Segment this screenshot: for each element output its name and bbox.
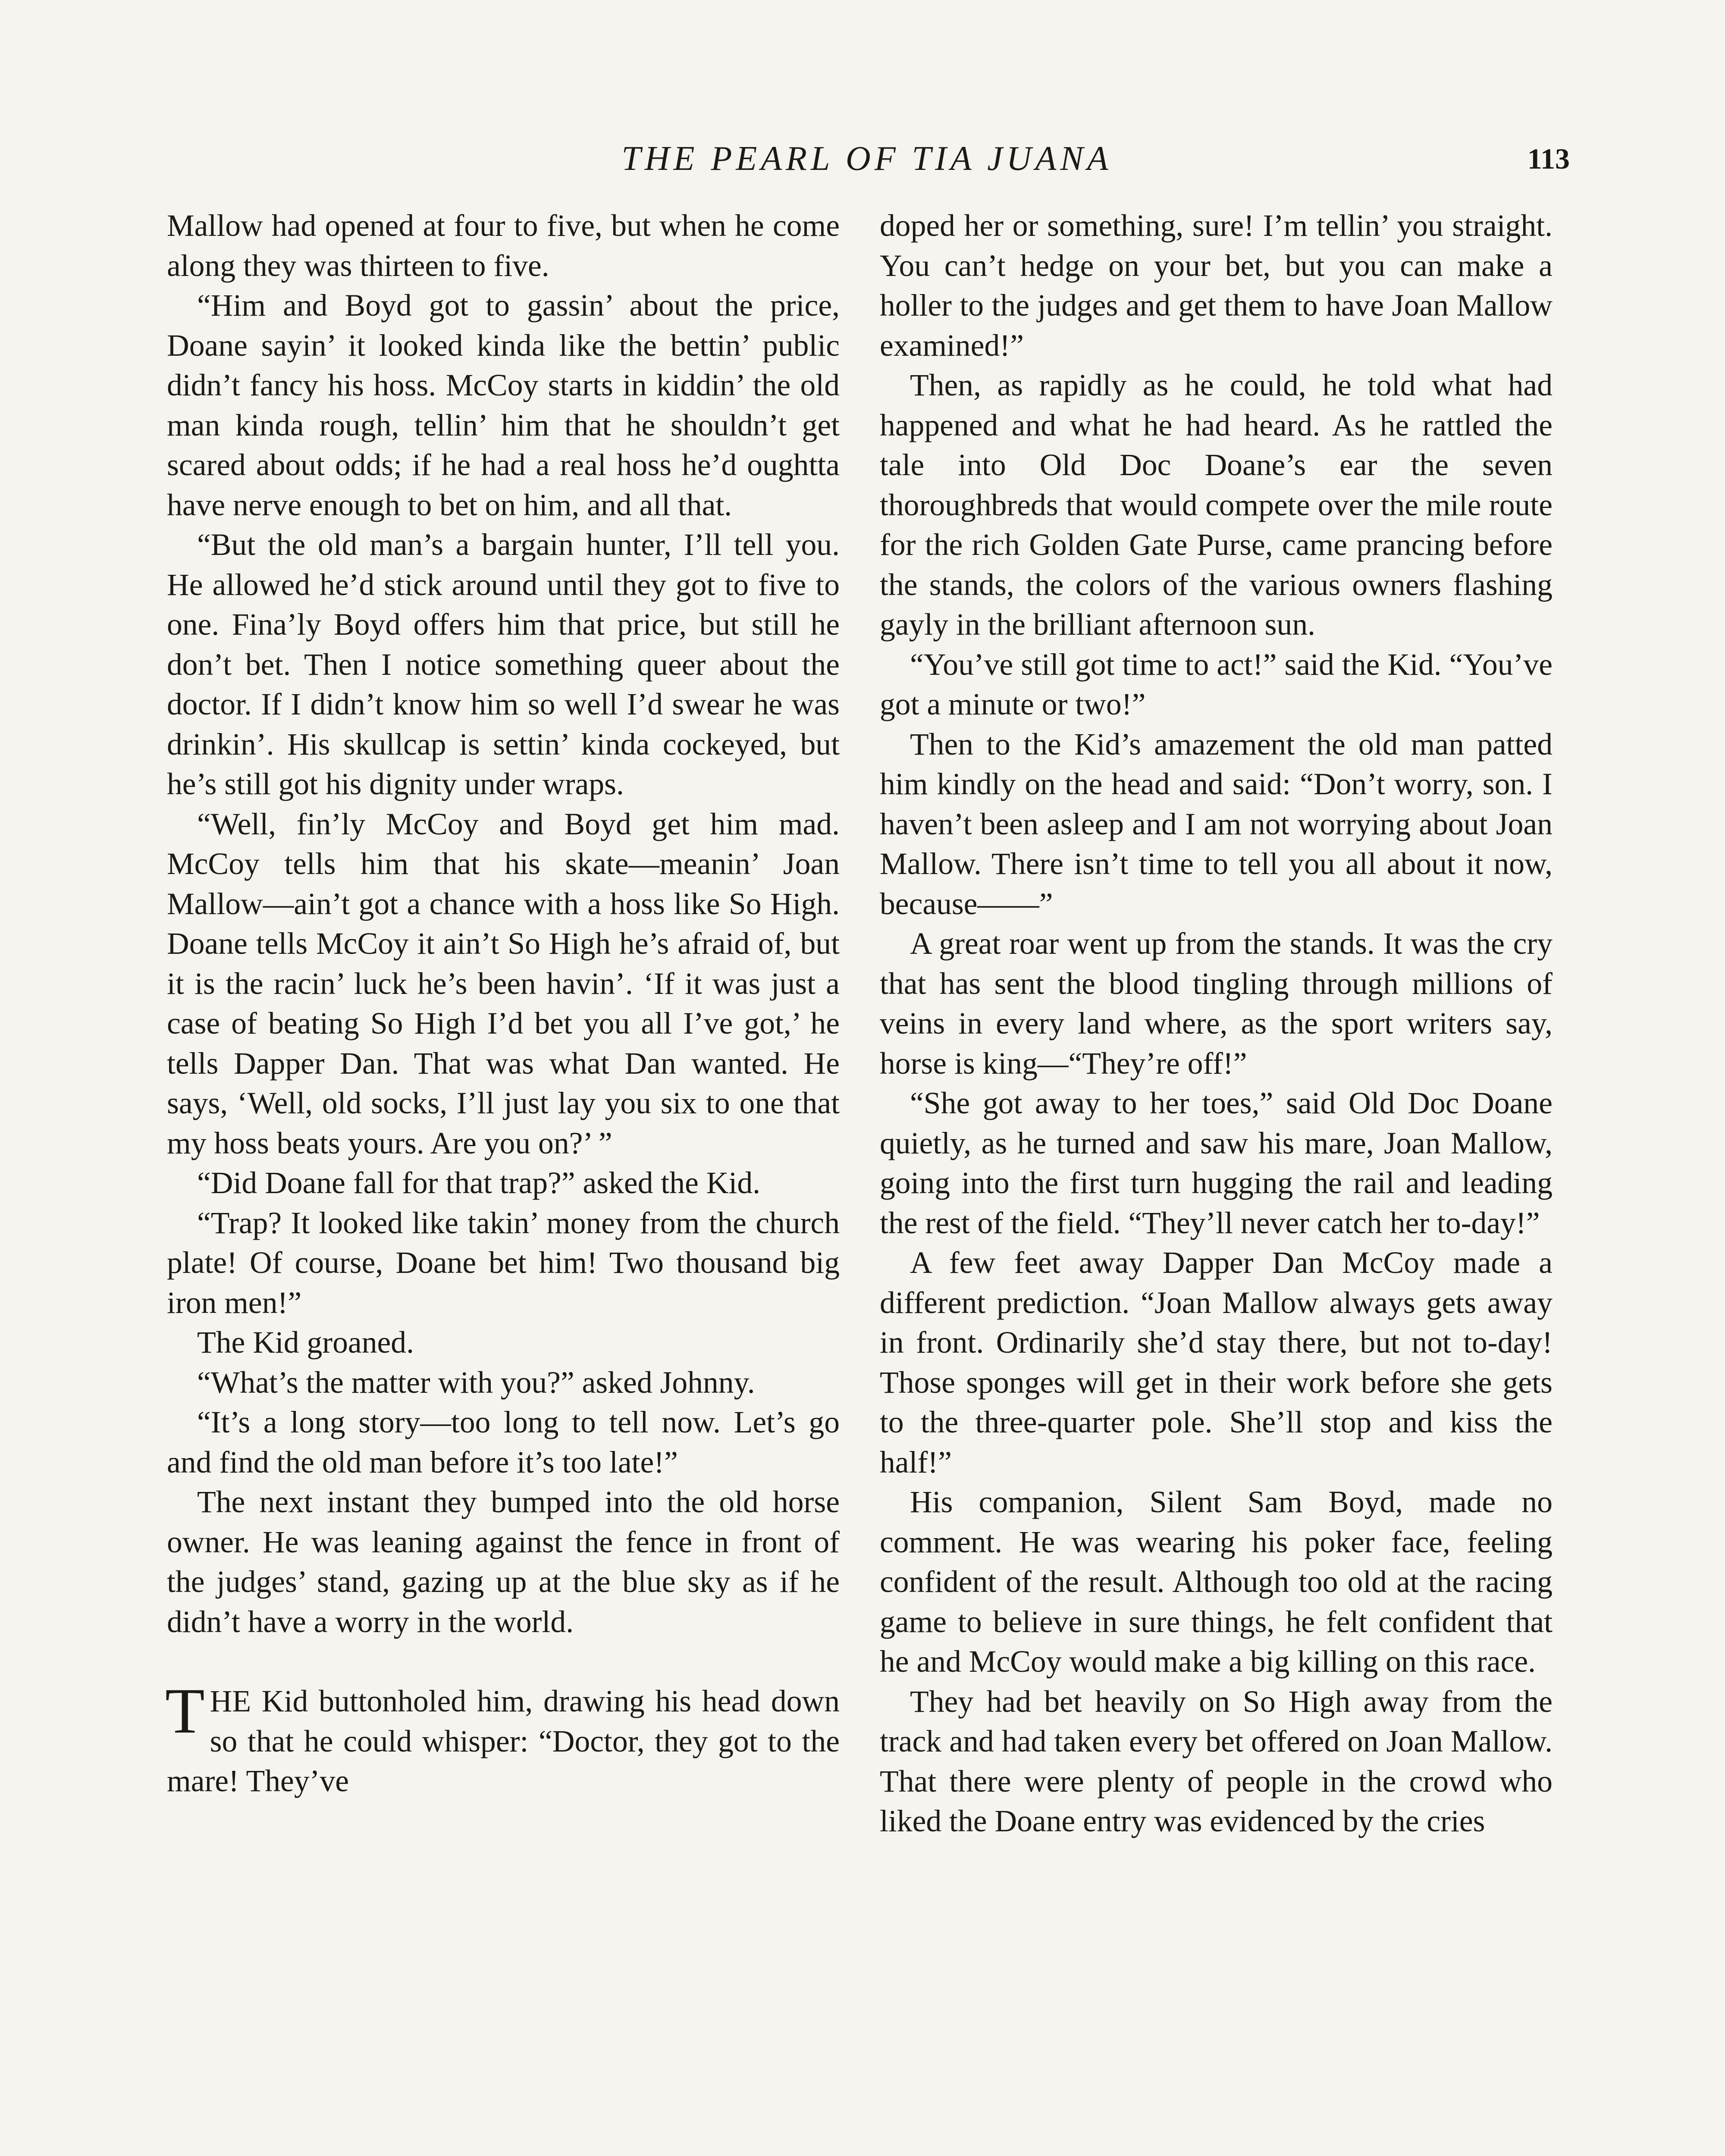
paragraph: “Well, fin’ly McCoy and Boyd get him mad. McCoy tells him that his skate—meanin’ Joan Mallow—ain’t got a chance with a hoss like So High. Doane tells McCoy it ain’t So High he’s afraid of, but it is the racin’ luck he’s been havin’. ‘If it was just a case of beating So High I’d bet you all I’ve got,’ he tells Dapper Dan. That was what Dan wanted. He says, ‘Well, old socks, I’ll just lay you six to one that my hoss beats yours. Are you on?’ ” xyxy=(167,807,840,1160)
paragraph: The next instant they bumped into the old horse owner. He was leaning against the fence in front of the judges’ stand, gazing up at the blue sky as if he didn’t have a worry in the world. xyxy=(167,1485,840,1639)
paragraph: A great roar went up from the stands. It was the cry that has sent the blood tingling through millions of veins in every land where, as the sport writers say, horse is king—“They’re off!” xyxy=(880,927,1552,1081)
paragraph: The Kid groaned. xyxy=(197,1326,414,1360)
paragraph: Then to the Kid’s amazement the old man patted him kindly on the head and said: “Don’t worry, son. I haven’t been asleep and I am not worrying about Joan Mallow. There isn’t time to tell you all about it now, because——” xyxy=(880,727,1552,921)
paragraph: Mallow had opened at four to five, but when he come along they was thirteen to five. xyxy=(167,209,840,283)
paragraph: “You’ve still got time to act!” said the Kid. “You’ve got a minute or two!” xyxy=(880,647,1552,721)
paragraph: “But the old man’s a bargain hunter, I’ll tell you. He allowed he’d stick around until they got to five to one. Fina’ly Boyd offers him that price, but still he don’t bet. Then I notice something queer about the doctor. If I didn’t know him so well I’d swear he was drinkin’. His skullcap is settin’ kinda cockeyed, but he’s still got his dignity under wraps. xyxy=(167,528,840,801)
right-column xyxy=(880,206,1552,1842)
paragraph: “Him and Boyd got to gassin’ about the price, Doane sayin’ it looked kinda like the bettin’ public didn’t fancy his hoss. McCoy starts in kiddin’ the old man kinda rough, tellin’ him that he shouldn’t get scared about odds; if he had a real hoss he’d oughtta have nerve enough to bet on him, and all that. xyxy=(167,288,840,522)
paragraph: “What’s the matter with you?” asked Johnny. xyxy=(197,1365,755,1400)
paragraph: doped her or something, sure! I’m tellin’ you straight. You can’t hedge on your bet, but you can make a holler to the judges and get them to have Joan Mallow examined!” xyxy=(880,209,1552,363)
page-header xyxy=(164,137,1570,189)
page-number: 113 xyxy=(1527,142,1570,175)
paragraph: “Trap? It looked like takin’ money from the church plate! Of course, Doane bet him! Two thousand big iron men!” xyxy=(167,1206,840,1320)
paragraph: His companion, Silent Sam Boyd, made no comment. He was wearing his poker face, feeling confident of the result. Although too old at the racing game to believe in sure things, he felt confident that he and McCoy would make a big killing on this race. xyxy=(880,1485,1552,1679)
paragraph: They had bet heavily on So High away from the track and had taken every bet offered on Joan Mallow. That there were plenty of people in the crowd who liked the Doane entry was evidenced by the cries xyxy=(880,1684,1552,1838)
paragraph: A few feet away Dapper Dan McCoy made a different prediction. “Joan Mallow always gets away in front. Ordinarily she’d stay there, but not to-day! Those sponges will get in their work before she gets to the three-quarter pole. She’ll stop and kiss the half!” xyxy=(880,1246,1552,1479)
section-start-paragraph xyxy=(165,1675,840,1802)
paragraph: “She got away to her toes,” said Old Doc Doane quietly, as he turned and saw his mare, Joan Mallow, going into the first turn hugging the rail and leading the rest of the field. “They’ll never catch her to-day!” xyxy=(880,1086,1552,1240)
left-column xyxy=(167,206,840,1802)
section-text: HE Kid buttonholed him, drawing his head down so that he could whisper: “Doctor, they got to the mare! They’ve xyxy=(167,1684,840,1798)
paragraph: Then, as rapidly as he could, he told what had happened and what he had heard. As he rattled the tale into Old Doc Doane’s ear the seven thoroughbreds that would compete over the mile route for the rich Golden Gate Purse, came prancing before the stands, the colors of the various owners flashing gayly in the brilliant afternoon sun. xyxy=(880,368,1552,642)
drop-cap: T xyxy=(165,1675,205,1747)
paragraph: “Did Doane fall for that trap?” asked the Kid. xyxy=(197,1166,761,1200)
running-title: THE PEARL OF TIA JUANA xyxy=(621,140,1112,178)
paragraph: “It’s a long story—too long to tell now. Let’s go and find the old man before it’s too late!” xyxy=(167,1405,840,1479)
